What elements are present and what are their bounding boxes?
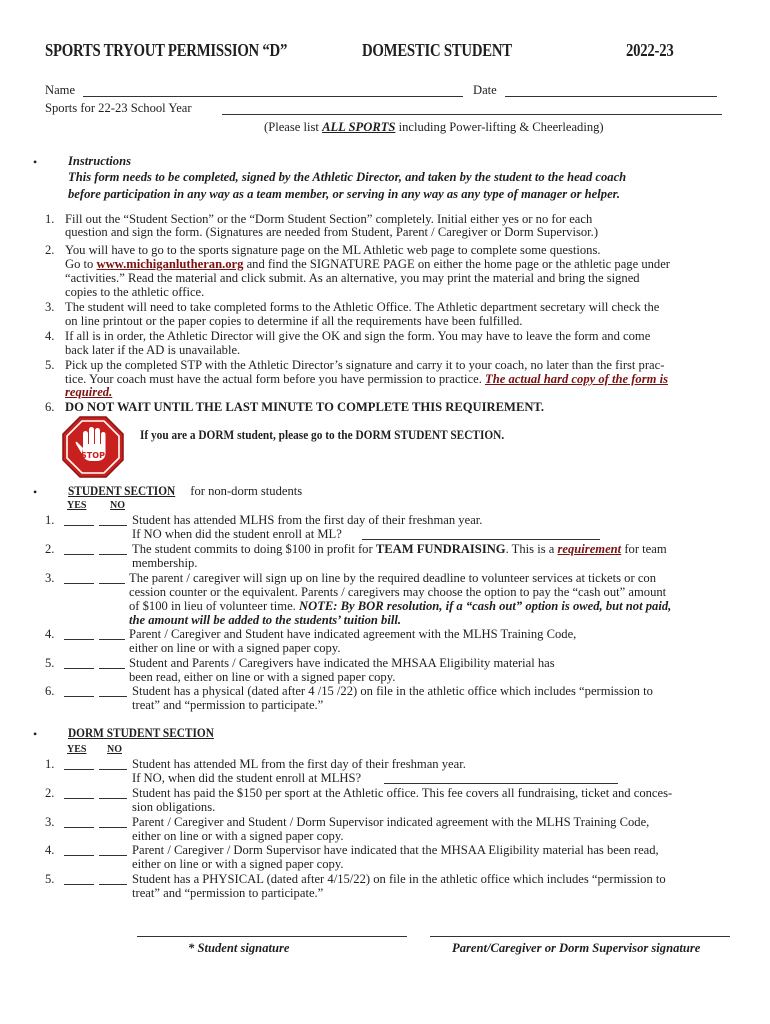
dorm-item-1-line-1: Student has attended ML from the first day of their freshman year. (132, 757, 466, 771)
no-initial-field[interactable] (99, 827, 127, 828)
student-item-4-line-1: Parent / Caregiver and Student have indicated agreement with the MLHS Training Code, (129, 627, 577, 641)
item-number: 1. (45, 757, 55, 771)
student-item-2-line-2: membership. (132, 556, 198, 570)
yes-initial-field[interactable] (64, 668, 94, 669)
item-number: 2. (45, 542, 55, 556)
student-item-5-line-1: Student and Parents / Caregivers have indicated the MHSAA Eligibility material has (129, 656, 555, 670)
item-number: 2. (45, 243, 55, 257)
item-number: 3. (45, 571, 55, 585)
instructions-line-1: This form needs to be completed, signed by the Athletic Director, and taken by the student to the head coach (68, 170, 627, 184)
instruction-5-line-2: tice. Your coach must have the actual form before you have permission to practice. The actual hard copy of the form is (65, 372, 668, 386)
all-sports-emphasis: ALL SPORTS (322, 120, 396, 134)
dorm-redirect-message: If you are a DORM student, please go to the DORM STUDENT SECTION. (140, 428, 505, 442)
yes-initial-field[interactable] (64, 855, 94, 856)
dorm-section-heading: DORM STUDENT SECTION (68, 726, 214, 740)
instruction-2-line-2: Go to www.michiganlutheran.org and find the SIGNATURE PAGE on either the home page or the athletic page under (65, 257, 670, 271)
student-item-3-line-1: The parent / caregiver will sign up on line by the required deadline to volunteer services at tickets or con (129, 571, 657, 585)
student-item-3-line-3: of $100 in lieu of volunteer time. NOTE: By BOR resolution, if a “cash out” option is owed, but not paid, (129, 599, 672, 613)
item-number: 1. (45, 513, 55, 527)
dorm-item-4-line-1: Parent / Caregiver / Dorm Supervisor have indicated that the MHSAA Eligibility material has been read, (132, 843, 659, 857)
yes-initial-field[interactable] (64, 525, 94, 526)
bor-note: NOTE: By BOR resolution, if a “cash out” option is owed, but not paid, (299, 599, 672, 613)
instruction-4-line-1: If all is in order, the Athletic Director will give the OK and sign the form. You may have to leave the form and come (65, 329, 651, 343)
sports-field[interactable] (222, 114, 722, 115)
instruction-3-line-1: The student will need to take completed forms to the Athletic Office. The Athletic department secretary will check the (65, 300, 660, 314)
no-initial-field[interactable] (99, 639, 125, 640)
yes-initial-field[interactable] (64, 827, 94, 828)
item-number: 5. (45, 656, 55, 670)
no-initial-field[interactable] (99, 798, 127, 799)
instruction-3-line-2: on line printout or the paper copies to determine if all the requirements have been fulfilled. (65, 314, 523, 328)
date-field[interactable] (505, 96, 717, 97)
bullet: • (33, 727, 38, 741)
instruction-2-line-1: You will have to go to the sports signature page on the ML Athletic web page to complete some questions. (65, 243, 601, 257)
bullet: • (33, 485, 38, 499)
dorm-item-3-line-1: Parent / Caregiver and Student / Dorm Supervisor indicated agreement with the MLHS Training Code, (132, 815, 650, 829)
item-number: 6. (45, 400, 55, 414)
yes-initial-field[interactable] (64, 884, 94, 885)
instruction-6: DO NOT WAIT UNTIL THE LAST MINUTE TO COMPLETE THIS REQUIREMENT. (65, 400, 545, 414)
student-section-heading: STUDENT SECTION for non-dorm students (68, 484, 303, 498)
dorm-item-2-line-1: Student has paid the $150 per sport at the Athletic office. This fee covers all fundraising, ticket and conces- (132, 786, 673, 800)
form-type: DOMESTIC STUDENT (362, 40, 512, 60)
bor-note-cont: the amount will be added to the students’ tuition bill. (129, 613, 401, 627)
parent-signature-label: Parent/Caregiver or Dorm Supervisor signature (452, 941, 701, 955)
student-item-1-line-2: If NO when did the student enroll at ML? (132, 527, 342, 541)
yes-initial-field[interactable] (64, 583, 94, 584)
yes-column-label: YES (67, 500, 87, 511)
dorm-item-5-line-1: Student has a PHYSICAL (dated after 4/15/22) on file in the athletic office which includes “permission to (132, 872, 666, 886)
item-number: 1. (45, 212, 55, 226)
item-number: 4. (45, 627, 55, 641)
yes-initial-field[interactable] (64, 554, 94, 555)
yes-initial-field[interactable] (64, 798, 94, 799)
form-title: SPORTS TRYOUT PERMISSION “D” (45, 40, 288, 60)
no-initial-field[interactable] (99, 668, 125, 669)
stop-hand-icon (62, 416, 124, 478)
hard-copy-required: The actual hard copy of the form is (485, 372, 668, 386)
dorm-item-5-line-2: treat” and “permission to participate.” (132, 886, 324, 900)
school-year: 2022-23 (626, 40, 674, 60)
instructions-heading: Instructions (68, 154, 131, 168)
no-column-label: NO (110, 500, 125, 511)
dorm-item-4-line-2: either on line or with a signed paper copy. (132, 857, 344, 871)
no-initial-field[interactable] (99, 525, 127, 526)
dorm-item-3-line-2: either on line or with a signed paper copy. (132, 829, 344, 843)
item-number: 4. (45, 843, 55, 857)
student-item-4-line-2: either on line or with a signed paper copy. (129, 641, 341, 655)
instruction-5-line-1: Pick up the completed STP with the Athletic Director’s signature and carry it to your coach, no later than the first prac- (65, 358, 665, 372)
student-item-6-line-2: treat” and “permission to participate.” (132, 698, 324, 712)
parent-signature-field[interactable] (430, 936, 730, 937)
sports-label: Sports for 22-23 School Year (45, 101, 192, 115)
no-initial-field[interactable] (99, 696, 127, 697)
no-initial-field[interactable] (99, 855, 127, 856)
no-initial-field[interactable] (99, 554, 127, 555)
no-initial-field[interactable] (99, 583, 125, 584)
dorm-item-2-line-2: sion obligations. (132, 800, 216, 814)
instructions-line-2: before participation in any way as a team member, or serving in any way as any type of manager or helper. (68, 187, 621, 201)
item-number: 6. (45, 684, 55, 698)
date-label: Date (473, 83, 497, 97)
no-initial-field[interactable] (99, 884, 127, 885)
requirement-emphasis: requirement (557, 542, 622, 556)
enroll-date-field[interactable] (362, 539, 600, 540)
student-signature-label: * Student signature (188, 941, 290, 955)
name-field[interactable] (83, 96, 463, 97)
yes-initial-field[interactable] (64, 696, 94, 697)
student-item-3-line-2: cession counter or the equivalent. Parents / caregivers may choose the option to pay the “cash out” amount (129, 585, 667, 599)
item-number: 3. (45, 815, 55, 829)
student-item-2-line-1: The student commits to doing $100 in profit for TEAM FUNDRAISING. This is a requirement for team (132, 542, 667, 556)
enroll-date-field[interactable] (384, 783, 618, 784)
bullet: • (33, 155, 38, 169)
sports-note: (Please list ALL SPORTS including Power-lifting & Cheerleading) (264, 120, 604, 134)
no-initial-field[interactable] (99, 769, 127, 770)
student-item-6-line-1: Student has a physical (dated after 4 /15 /22) on file in the athletic office which includes “permission to (132, 684, 653, 698)
name-label: Name (45, 83, 76, 97)
stop-sign-text: STOP (81, 451, 105, 460)
item-number: 2. (45, 786, 55, 800)
instruction-1-line-1: Fill out the “Student Section” or the “Dorm Student Section” completely. Initial either yes or no for each (65, 212, 593, 226)
dorm-item-1-line-2: If NO, when did the student enroll at MLHS? (132, 771, 362, 785)
yes-column-label: YES (67, 744, 87, 755)
instruction-1-line-2: question and sign the form. (Signatures are needed from Student, Parent / Caregiver or Dorm Supervisor.) (65, 225, 599, 239)
item-number: 3. (45, 300, 55, 314)
student-item-1-line-1: Student has attended MLHS from the first day of their freshman year. (132, 513, 483, 527)
item-number: 5. (45, 358, 55, 372)
instruction-4-line-2: back later if the AD is unavailable. (65, 343, 241, 357)
instruction-2-line-4: copies to the athletic office. (65, 285, 205, 299)
no-column-label: NO (107, 744, 122, 755)
student-item-5-line-2: been read, either on line or with a signed paper copy. (129, 670, 396, 684)
instruction-2-line-3: “activities.” Read the material and click submit. As an alternative, you may print the material and bring the signed (65, 271, 640, 285)
student-signature-field[interactable] (137, 936, 407, 937)
yes-initial-field[interactable] (64, 769, 94, 770)
item-number: 5. (45, 872, 55, 886)
website-link[interactable]: www.michiganlutheran.org (96, 257, 244, 271)
yes-initial-field[interactable] (64, 639, 94, 640)
item-number: 4. (45, 329, 55, 343)
hard-copy-required-cont: required. (65, 385, 113, 399)
